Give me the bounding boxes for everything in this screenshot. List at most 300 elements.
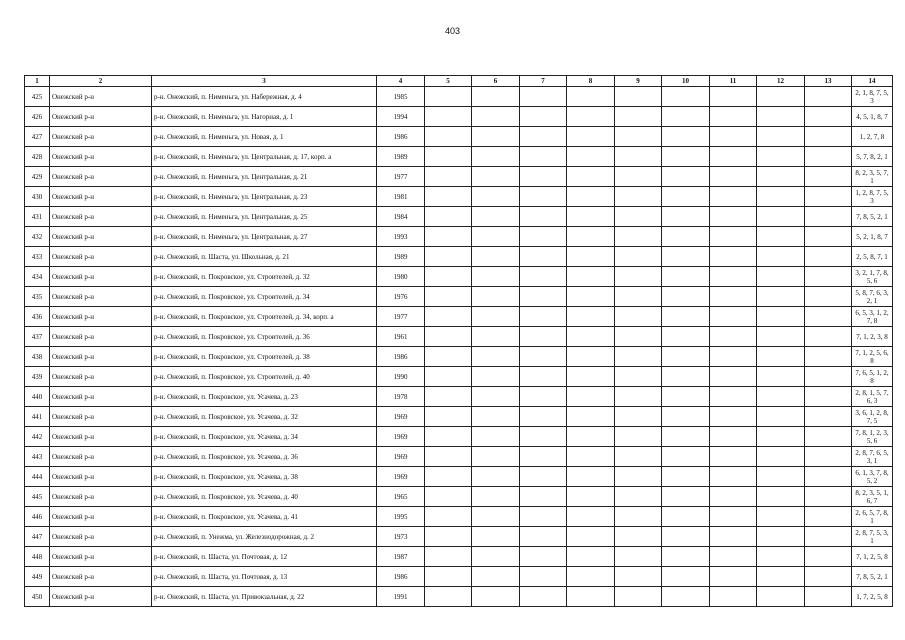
empty-cell-col-11 (710, 487, 757, 507)
empty-cell-col-13 (805, 287, 852, 307)
table-row (25, 587, 893, 607)
table-row (25, 107, 893, 127)
column-header-3: 3 (152, 76, 377, 87)
empty-cell-col-6 (472, 347, 520, 367)
empty-cell-col-11 (710, 547, 757, 567)
empty-cell-col-9 (615, 227, 662, 247)
empty-cell-col-5 (425, 167, 472, 187)
code-cell: 1, 7, 2, 5, 8 (852, 587, 893, 607)
empty-cell-col-11 (710, 527, 757, 547)
code-cell: 7, 1, 2, 5, 6, 8 (852, 347, 893, 367)
row-number: 435 (25, 287, 50, 307)
row-number: 432 (25, 227, 50, 247)
empty-cell-col-6 (472, 147, 520, 167)
row-number: 425 (25, 87, 50, 107)
empty-cell-col-7 (520, 407, 567, 427)
row-number: 449 (25, 567, 50, 587)
empty-cell-col-12 (757, 307, 805, 327)
table-body (25, 87, 893, 607)
table-row (25, 347, 893, 367)
year-cell: 1989 (377, 247, 425, 267)
code-cell: 3, 2, 1, 7, 8, 5, 6 (852, 267, 893, 287)
empty-cell-col-12 (757, 87, 805, 107)
column-header-8: 8 (567, 76, 615, 87)
code-cell: 2, 8, 1, 5, 7, 6, 3 (852, 387, 893, 407)
empty-cell-col-7 (520, 307, 567, 327)
empty-cell-col-6 (472, 187, 520, 207)
empty-cell-col-10 (662, 267, 710, 287)
empty-cell-col-10 (662, 387, 710, 407)
empty-cell-col-8 (567, 367, 615, 387)
empty-cell-col-11 (710, 167, 757, 187)
empty-cell-col-6 (472, 407, 520, 427)
empty-cell-col-13 (805, 87, 852, 107)
empty-cell-col-11 (710, 147, 757, 167)
empty-cell-col-13 (805, 427, 852, 447)
empty-cell-col-5 (425, 367, 472, 387)
empty-cell-col-11 (710, 567, 757, 587)
empty-cell-col-13 (805, 347, 852, 367)
empty-cell-col-6 (472, 247, 520, 267)
page-number: 403 (444, 26, 461, 36)
empty-cell-col-12 (757, 447, 805, 467)
empty-cell-col-9 (615, 127, 662, 147)
empty-cell-col-7 (520, 147, 567, 167)
row-number: 433 (25, 247, 50, 267)
district-cell: Онежский р-н (50, 547, 152, 567)
empty-cell-col-7 (520, 87, 567, 107)
row-number: 438 (25, 347, 50, 367)
district-cell: Онежский р-н (50, 527, 152, 547)
empty-cell-col-10 (662, 87, 710, 107)
address-cell: р-н. Онежский, п. Нименьга, ул. Центральная, д. 21 (152, 167, 377, 187)
empty-cell-col-9 (615, 307, 662, 327)
empty-cell-col-7 (520, 247, 567, 267)
empty-cell-col-12 (757, 487, 805, 507)
year-cell: 1987 (377, 547, 425, 567)
empty-cell-col-9 (615, 507, 662, 527)
empty-cell-col-10 (662, 167, 710, 187)
district-cell: Онежский р-н (50, 247, 152, 267)
empty-cell-col-7 (520, 167, 567, 187)
row-number: 430 (25, 187, 50, 207)
empty-cell-col-7 (520, 427, 567, 447)
empty-cell-col-11 (710, 307, 757, 327)
row-number: 429 (25, 167, 50, 187)
empty-cell-col-10 (662, 347, 710, 367)
empty-cell-col-11 (710, 587, 757, 607)
empty-cell-col-6 (472, 367, 520, 387)
district-cell: Онежский р-н (50, 427, 152, 447)
empty-cell-col-8 (567, 487, 615, 507)
empty-cell-col-7 (520, 487, 567, 507)
empty-cell-col-13 (805, 467, 852, 487)
year-cell: 1969 (377, 427, 425, 447)
empty-cell-col-13 (805, 167, 852, 187)
empty-cell-col-7 (520, 367, 567, 387)
empty-cell-col-10 (662, 447, 710, 467)
empty-cell-col-11 (710, 407, 757, 427)
register-table (24, 75, 893, 607)
year-cell: 1994 (377, 107, 425, 127)
address-cell: р-н. Онежский, п. Покровское, ул. Усачева, д. 40 (152, 487, 377, 507)
year-cell: 1978 (377, 387, 425, 407)
empty-cell-col-6 (472, 447, 520, 467)
empty-cell-col-13 (805, 267, 852, 287)
code-cell: 8, 2, 3, 5, 1, 6, 7 (852, 487, 893, 507)
district-cell: Онежский р-н (50, 367, 152, 387)
empty-cell-col-12 (757, 367, 805, 387)
empty-cell-col-8 (567, 387, 615, 407)
column-header-11: 11 (710, 76, 757, 87)
empty-cell-col-5 (425, 147, 472, 167)
empty-cell-col-7 (520, 327, 567, 347)
address-cell: р-н. Онежский, п. Покровское, ул. Усачева, д. 34 (152, 427, 377, 447)
table-row (25, 367, 893, 387)
empty-cell-col-6 (472, 527, 520, 547)
district-cell: Онежский р-н (50, 227, 152, 247)
empty-cell-col-8 (567, 287, 615, 307)
empty-cell-col-5 (425, 107, 472, 127)
table-row (25, 227, 893, 247)
empty-cell-col-6 (472, 167, 520, 187)
empty-cell-col-5 (425, 507, 472, 527)
empty-cell-col-5 (425, 227, 472, 247)
address-cell: р-н. Онежский, п. Унежма, ул. Железнодорожная, д. 2 (152, 527, 377, 547)
empty-cell-col-5 (425, 527, 472, 547)
table-row (25, 387, 893, 407)
empty-cell-col-10 (662, 247, 710, 267)
empty-cell-col-11 (710, 267, 757, 287)
district-cell: Онежский р-н (50, 507, 152, 527)
empty-cell-col-9 (615, 87, 662, 107)
empty-cell-col-7 (520, 447, 567, 467)
table-row (25, 247, 893, 267)
district-cell: Онежский р-н (50, 347, 152, 367)
year-cell: 1984 (377, 207, 425, 227)
empty-cell-col-6 (472, 227, 520, 247)
empty-cell-col-9 (615, 247, 662, 267)
year-cell: 1976 (377, 287, 425, 307)
empty-cell-col-9 (615, 547, 662, 567)
district-cell: Онежский р-н (50, 387, 152, 407)
empty-cell-col-13 (805, 507, 852, 527)
row-number: 448 (25, 547, 50, 567)
row-number: 426 (25, 107, 50, 127)
table-row (25, 267, 893, 287)
empty-cell-col-5 (425, 387, 472, 407)
empty-cell-col-7 (520, 227, 567, 247)
row-number: 431 (25, 207, 50, 227)
empty-cell-col-10 (662, 547, 710, 567)
empty-cell-col-8 (567, 207, 615, 227)
empty-cell-col-13 (805, 227, 852, 247)
empty-cell-col-9 (615, 447, 662, 467)
table-header (25, 76, 893, 87)
empty-cell-col-11 (710, 187, 757, 207)
district-cell: Онежский р-н (50, 447, 152, 467)
empty-cell-col-7 (520, 547, 567, 567)
row-number: 445 (25, 487, 50, 507)
empty-cell-col-7 (520, 107, 567, 127)
empty-cell-col-11 (710, 387, 757, 407)
table-row (25, 327, 893, 347)
district-cell: Онежский р-н (50, 307, 152, 327)
district-cell: Онежский р-н (50, 107, 152, 127)
empty-cell-col-12 (757, 547, 805, 567)
district-cell: Онежский р-н (50, 87, 152, 107)
column-header-13: 13 (805, 76, 852, 87)
empty-cell-col-5 (425, 467, 472, 487)
table-row (25, 507, 893, 527)
empty-cell-col-12 (757, 427, 805, 447)
empty-cell-col-13 (805, 567, 852, 587)
empty-cell-col-10 (662, 327, 710, 347)
empty-cell-col-12 (757, 287, 805, 307)
table-row (25, 127, 893, 147)
row-number: 444 (25, 467, 50, 487)
district-cell: Онежский р-н (50, 267, 152, 287)
empty-cell-col-13 (805, 327, 852, 347)
empty-cell-col-5 (425, 347, 472, 367)
empty-cell-col-5 (425, 207, 472, 227)
empty-cell-col-5 (425, 547, 472, 567)
address-cell: р-н. Онежский, п. Покровское, ул. Строителей, д. 36 (152, 327, 377, 347)
empty-cell-col-6 (472, 87, 520, 107)
empty-cell-col-5 (425, 247, 472, 267)
table-row (25, 527, 893, 547)
district-cell: Онежский р-н (50, 147, 152, 167)
empty-cell-col-5 (425, 327, 472, 347)
empty-cell-col-6 (472, 127, 520, 147)
empty-cell-col-13 (805, 487, 852, 507)
empty-cell-col-9 (615, 387, 662, 407)
year-cell: 1977 (377, 307, 425, 327)
empty-cell-col-8 (567, 87, 615, 107)
address-cell: р-н. Онежский, п. Покровское, ул. Усачева, д. 32 (152, 407, 377, 427)
empty-cell-col-12 (757, 467, 805, 487)
empty-cell-col-7 (520, 187, 567, 207)
code-cell: 7, 1, 2, 5, 8 (852, 547, 893, 567)
empty-cell-col-8 (567, 127, 615, 147)
code-cell: 2, 8, 7, 6, 5, 3, 1 (852, 447, 893, 467)
address-cell: р-н. Онежский, п. Шаста, ул. Почтовая, д. 13 (152, 567, 377, 587)
column-header-4: 4 (377, 76, 425, 87)
address-cell: р-н. Онежский, п. Нименьга, ул. Набережная, д. 4 (152, 87, 377, 107)
empty-cell-col-5 (425, 447, 472, 467)
table-row (25, 407, 893, 427)
address-cell: р-н. Онежский, п. Нименьга, ул. Центральная, д. 17, корп. а (152, 147, 377, 167)
empty-cell-col-7 (520, 267, 567, 287)
empty-cell-col-13 (805, 307, 852, 327)
empty-cell-col-9 (615, 367, 662, 387)
empty-cell-col-10 (662, 567, 710, 587)
table-row (25, 307, 893, 327)
empty-cell-col-12 (757, 567, 805, 587)
year-cell: 1993 (377, 227, 425, 247)
empty-cell-col-13 (805, 407, 852, 427)
code-cell: 5, 2, 1, 8, 7 (852, 227, 893, 247)
year-cell: 1986 (377, 567, 425, 587)
empty-cell-col-10 (662, 527, 710, 547)
row-number: 443 (25, 447, 50, 467)
empty-cell-col-11 (710, 327, 757, 347)
empty-cell-col-8 (567, 587, 615, 607)
empty-cell-col-7 (520, 347, 567, 367)
empty-cell-col-7 (520, 527, 567, 547)
empty-cell-col-8 (567, 167, 615, 187)
empty-cell-col-13 (805, 147, 852, 167)
empty-cell-col-8 (567, 107, 615, 127)
empty-cell-col-12 (757, 267, 805, 287)
empty-cell-col-7 (520, 467, 567, 487)
empty-cell-col-11 (710, 427, 757, 447)
empty-cell-col-12 (757, 407, 805, 427)
empty-cell-col-10 (662, 227, 710, 247)
empty-cell-col-11 (710, 467, 757, 487)
address-cell: р-н. Онежский, п. Покровское, ул. Строителей, д. 34 (152, 287, 377, 307)
address-cell: р-н. Онежский, п. Покровское, ул. Усачева, д. 41 (152, 507, 377, 527)
empty-cell-col-11 (710, 207, 757, 227)
empty-cell-col-8 (567, 547, 615, 567)
address-cell: р-н. Онежский, п. Нименьга, ул. Центральная, д. 27 (152, 227, 377, 247)
empty-cell-col-12 (757, 147, 805, 167)
empty-cell-col-9 (615, 407, 662, 427)
column-header-9: 9 (615, 76, 662, 87)
code-cell: 5, 8, 7, 6, 3, 2, 1 (852, 287, 893, 307)
address-cell: р-н. Онежский, п. Покровское, ул. Строителей, д. 40 (152, 367, 377, 387)
empty-cell-col-13 (805, 187, 852, 207)
empty-cell-col-11 (710, 507, 757, 527)
table-row (25, 87, 893, 107)
empty-cell-col-9 (615, 487, 662, 507)
district-cell: Онежский р-н (50, 287, 152, 307)
table-row (25, 567, 893, 587)
empty-cell-col-13 (805, 207, 852, 227)
empty-cell-col-9 (615, 587, 662, 607)
empty-cell-col-12 (757, 227, 805, 247)
empty-cell-col-8 (567, 307, 615, 327)
empty-cell-col-8 (567, 447, 615, 467)
empty-cell-col-11 (710, 447, 757, 467)
empty-cell-col-7 (520, 507, 567, 527)
empty-cell-col-5 (425, 487, 472, 507)
code-cell: 6, 1, 3, 7, 8, 5, 2 (852, 467, 893, 487)
table-row (25, 467, 893, 487)
code-cell: 6, 5, 3, 1, 2, 7, 8 (852, 307, 893, 327)
empty-cell-col-7 (520, 207, 567, 227)
empty-cell-col-8 (567, 507, 615, 527)
empty-cell-col-6 (472, 207, 520, 227)
empty-cell-col-12 (757, 327, 805, 347)
empty-cell-col-11 (710, 127, 757, 147)
empty-cell-col-10 (662, 287, 710, 307)
empty-cell-col-12 (757, 107, 805, 127)
table-row (25, 287, 893, 307)
code-cell: 4, 5, 1, 8, 7 (852, 107, 893, 127)
empty-cell-col-9 (615, 207, 662, 227)
address-cell: р-н. Онежский, п. Нименьга, ул. Центральная, д. 23 (152, 187, 377, 207)
empty-cell-col-8 (567, 567, 615, 587)
empty-cell-col-5 (425, 287, 472, 307)
column-header-6: 6 (472, 76, 520, 87)
empty-cell-col-10 (662, 467, 710, 487)
year-cell: 1969 (377, 447, 425, 467)
empty-cell-col-9 (615, 267, 662, 287)
code-cell: 7, 8, 5, 2, 1 (852, 207, 893, 227)
column-header-10: 10 (662, 76, 710, 87)
row-number: 428 (25, 147, 50, 167)
address-cell: р-н. Онежский, п. Покровское, ул. Усачева, д. 38 (152, 467, 377, 487)
empty-cell-col-5 (425, 267, 472, 287)
address-cell: р-н. Онежский, п. Шаста, ул. Привокзальная, д. 22 (152, 587, 377, 607)
empty-cell-col-6 (472, 427, 520, 447)
year-cell: 1965 (377, 487, 425, 507)
year-cell: 1991 (377, 587, 425, 607)
empty-cell-col-13 (805, 127, 852, 147)
column-header-1: 1 (25, 76, 50, 87)
district-cell: Онежский р-н (50, 467, 152, 487)
empty-cell-col-12 (757, 507, 805, 527)
empty-cell-col-11 (710, 87, 757, 107)
column-header-7: 7 (520, 76, 567, 87)
row-number: 450 (25, 587, 50, 607)
address-cell: р-н. Онежский, п. Нименьга, ул. Центральная, д. 25 (152, 207, 377, 227)
row-number: 440 (25, 387, 50, 407)
district-cell: Онежский р-н (50, 567, 152, 587)
code-cell: 1, 2, 7, 8 (852, 127, 893, 147)
empty-cell-col-9 (615, 567, 662, 587)
code-cell: 7, 8, 5, 2, 1 (852, 567, 893, 587)
row-number: 427 (25, 127, 50, 147)
empty-cell-col-6 (472, 287, 520, 307)
empty-cell-col-13 (805, 387, 852, 407)
empty-cell-col-11 (710, 227, 757, 247)
row-number: 446 (25, 507, 50, 527)
code-cell: 7, 6, 5, 1, 2, 8 (852, 367, 893, 387)
empty-cell-col-8 (567, 227, 615, 247)
empty-cell-col-8 (567, 527, 615, 547)
empty-cell-col-9 (615, 187, 662, 207)
empty-cell-col-13 (805, 587, 852, 607)
empty-cell-col-10 (662, 127, 710, 147)
empty-cell-col-12 (757, 167, 805, 187)
district-cell: Онежский р-н (50, 207, 152, 227)
empty-cell-col-6 (472, 307, 520, 327)
district-cell: Онежский р-н (50, 587, 152, 607)
row-number: 439 (25, 367, 50, 387)
empty-cell-col-11 (710, 347, 757, 367)
empty-cell-col-7 (520, 567, 567, 587)
table-row (25, 207, 893, 227)
empty-cell-col-8 (567, 467, 615, 487)
year-cell: 1969 (377, 467, 425, 487)
empty-cell-col-10 (662, 487, 710, 507)
code-cell: 2, 1, 8, 7, 5, 3 (852, 87, 893, 107)
column-header-12: 12 (757, 76, 805, 87)
empty-cell-col-9 (615, 427, 662, 447)
district-cell: Онежский р-н (50, 327, 152, 347)
district-cell: Онежский р-н (50, 407, 152, 427)
code-cell: 3, 6, 1, 2, 8, 7, 5 (852, 407, 893, 427)
district-cell: Онежский р-н (50, 167, 152, 187)
column-header-5: 5 (425, 76, 472, 87)
table-row (25, 447, 893, 467)
empty-cell-col-8 (567, 187, 615, 207)
empty-cell-col-10 (662, 107, 710, 127)
empty-cell-col-12 (757, 527, 805, 547)
year-cell: 1986 (377, 347, 425, 367)
